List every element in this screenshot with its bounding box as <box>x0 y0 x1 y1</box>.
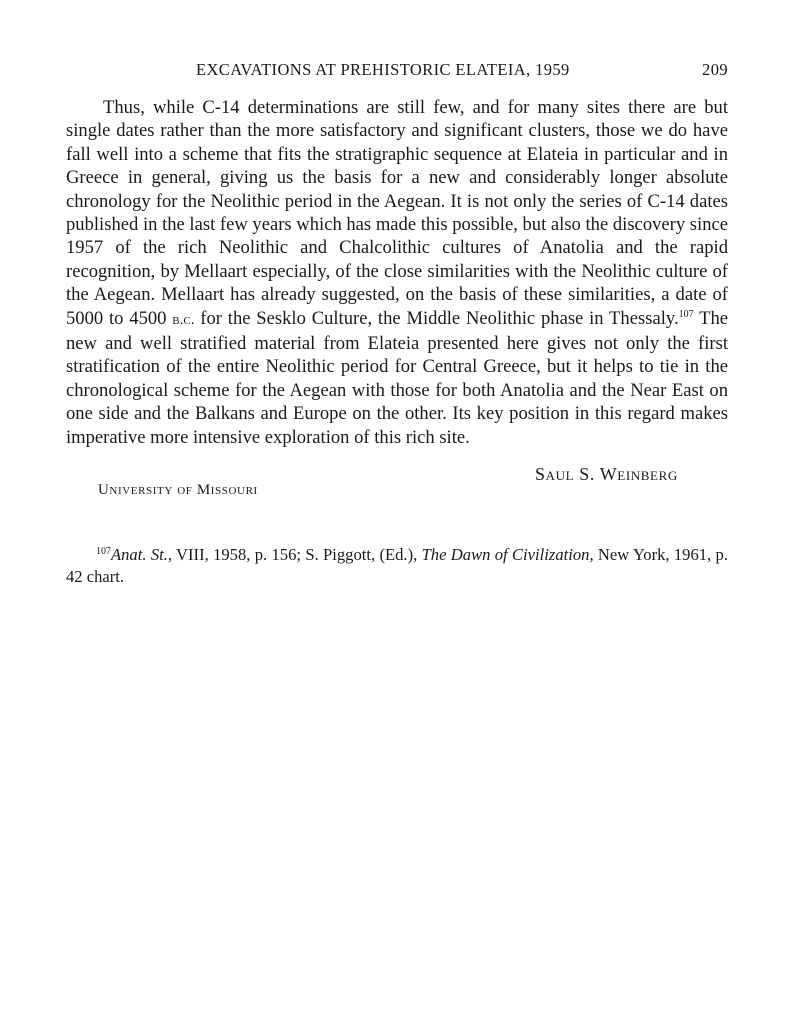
author-affiliation: University of Missouri <box>98 482 258 498</box>
footnote-number: 107 <box>96 546 111 557</box>
author-signature: Saul S. Weinberg <box>535 464 678 484</box>
running-head <box>66 60 728 82</box>
footnote-journal: Anat. St. <box>111 545 168 564</box>
era-abbreviation: b.c. <box>172 311 195 328</box>
footnote-citation-part1: , VIII, 1958, p. 156; S. Piggott, (Ed.), <box>167 545 422 564</box>
paragraph-text-part3: The new and well stratified material from Elateia presented here gives not only the first stratification of the entire Neolithic period for Central Greece, but it helps to tie in the chronological scheme for the Aegean with those for both Anatolia and the Near East on one side and the Balkans and Europe on the other. Its key position in this regard makes imperative more intensive exploration of this rich site. <box>66 307 729 448</box>
footnote-reference[interactable]: 107 <box>678 308 694 320</box>
running-head-title: EXCAVATIONS AT PREHISTORIC ELATEIA, 1959 <box>196 60 570 79</box>
footnote-book-title: The Dawn of Civilization <box>421 545 590 564</box>
body-paragraph <box>66 96 728 449</box>
footnote <box>66 544 728 588</box>
paragraph-text-part2: for the Sesklo Culture, the Middle Neolithic phase in Thessaly. <box>200 307 679 329</box>
page-number: 209 <box>702 60 728 79</box>
footnote-citation-part2: , New York, 1961, p. 42 chart. <box>66 545 728 586</box>
paragraph-text-part1: Thus, while C-14 determinations are still few, and for many sites there are but single dates rather than the more satisfactory and significant clusters, those we do have fall well into a scheme that fits the stratigraphic sequence at Elateia in particular and in Greece in general, giving us the basis for a new and considerably longer absolute chronology for the Neolithic period in the Aegean. It is not only the series of C-14 dates published in the last few years which has made this possible, but also the discovery since 1957 of the rich Neolithic and Chalcolithic cultures of Anatolia and the rapid recognition, by Mellaart especially, of the close similarities with the Neolithic culture of the Aegean. Mellaart has already suggested, on the basis of these similarities, a date of 5000 to 4500 <box>66 97 729 329</box>
